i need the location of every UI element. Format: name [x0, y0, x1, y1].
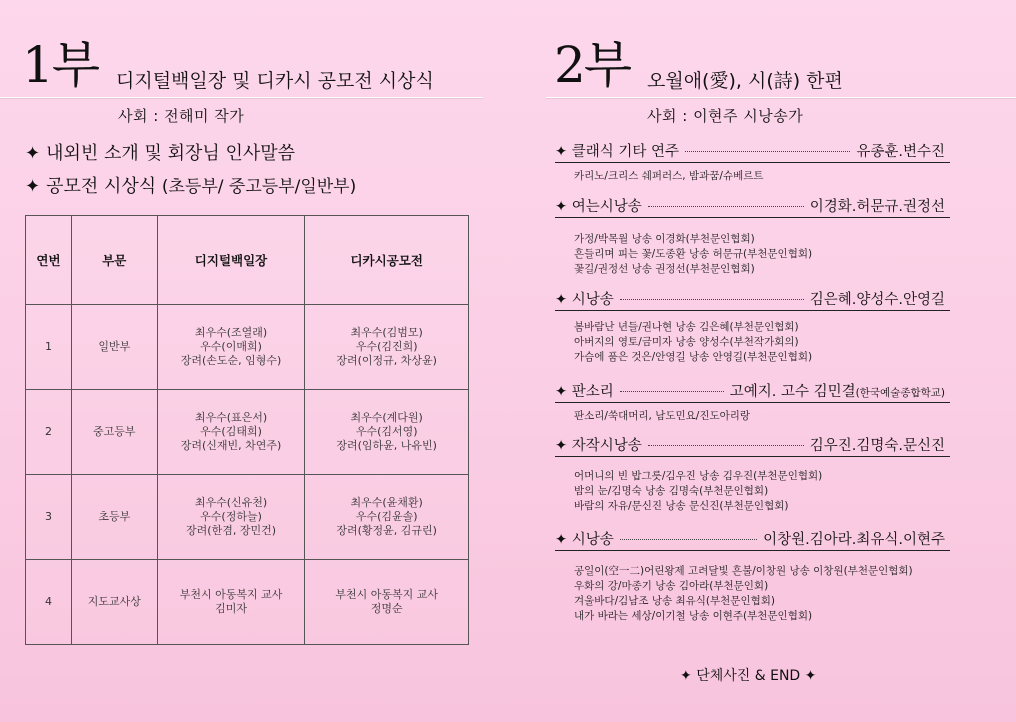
performance-details: 어머니의 빈 밥그릇/김우진 낭송 김우진(부천문인협회) 밤의 눈/김명숙 낭송 김명숙(부천문인협회) 바람의 자유/문신진 낭송 문신진(부천문인협회): [574, 470, 823, 512]
performance-details: 판소리/쑥대머리, 남도민요/진도아리랑: [574, 410, 751, 422]
table-row: [26, 560, 469, 645]
part1-host: 사회 : 전해미 작가: [118, 107, 245, 125]
cell-no: 3: [26, 475, 72, 560]
performance-item: [555, 140, 945, 161]
performance-underline: [555, 402, 950, 403]
performance-label: 시낭송: [571, 292, 614, 308]
cell-category: 지도교사상: [71, 560, 157, 645]
performance-label: 여는시낭송: [571, 199, 642, 215]
col-header-category: 부문: [71, 216, 157, 305]
performance-item: [555, 195, 945, 216]
four-point-star-icon: ✦: [555, 292, 568, 308]
part2-host: 사회 : 이현주 시낭송가: [647, 107, 804, 125]
part2-number: 2부: [554, 36, 631, 94]
performance-underline: [555, 550, 950, 551]
dotted-leader: [620, 391, 724, 392]
performance-details: 가정/박목월 낭송 이경화(부천문인협회) 흔들리며 피는 꽃/도종환 낭송 허문규(부천문인협회) 꽃길/권정선 낭송 권정선(부천문인협회): [574, 233, 813, 275]
performance-underline: [555, 162, 950, 163]
four-point-star-icon: ✦: [680, 668, 692, 684]
performance-performer: 이경화.허문규.권정선: [809, 199, 945, 215]
performance-details: 카리노/크리스 쉐퍼러스, 밤과꿈/슈베르트: [574, 170, 764, 182]
dotted-leader: [685, 151, 850, 152]
four-point-star-icon: ✦: [555, 438, 568, 454]
closing-text: 단체사진 & END: [696, 668, 801, 684]
cell-no: 1: [26, 305, 72, 390]
four-point-star-icon: ✦: [555, 199, 568, 215]
four-point-star-icon: ✦: [804, 668, 817, 684]
four-point-star-icon: ✦: [555, 384, 568, 400]
col-header-no: 연번: [26, 216, 72, 305]
col-header-digital: 디지털백일장: [157, 216, 305, 305]
performance-underline: [555, 217, 950, 218]
dotted-leader: [620, 299, 804, 300]
performance-item: [555, 288, 945, 309]
table-row: [26, 475, 469, 560]
part1-divider: [0, 97, 483, 98]
cell-digital: 최우수(조열래) 우수(이매희) 장려(손도순, 임형수): [157, 305, 305, 390]
four-point-star-icon: ✦: [555, 532, 568, 548]
cell-digital: 부천시 아동복지 교사 김미자: [157, 560, 305, 645]
dotted-leader: [648, 206, 804, 207]
performance-item: [555, 528, 945, 549]
closing-line: [680, 665, 816, 685]
four-point-star-icon: ✦: [25, 143, 41, 164]
part2-divider: [546, 97, 1016, 98]
cell-digital: 최우수(표은서) 우수(김태희) 장려(신재빈, 차연주): [157, 390, 305, 475]
performance-details: 공일이(空一二)어린왕제 고려달빛 흔불/이창원 낭송 이창원(부천문인협회) 우화의 강/마종기 낭송 김아라(부천문인회) 겨울바다/김남조 낭송 최유식(부천문인협회) 내가 바라는 세상/이기철 낭송 이현주(부천문인협회): [574, 565, 913, 622]
part1-title: 디지털백일장 및 디카시 공모전 시상식: [116, 70, 434, 92]
cell-dicasi: 부천시 아동복지 교사 정명순: [305, 560, 469, 645]
performance-performer: 이창원.김아라.최유식.이현주: [763, 532, 945, 548]
cell-dicasi: 최우수(윤채환) 우수(김윤솔) 장려(황정윤, 김규린): [305, 475, 469, 560]
performance-performer-note: (한국예술종합학교): [855, 387, 945, 399]
awards-table: [25, 215, 469, 645]
dotted-leader: [620, 539, 757, 540]
four-point-star-icon: ✦: [555, 144, 568, 160]
performance-performer: 유종훈.변수진: [856, 144, 945, 160]
bullet-item-1: ✦ 내외빈 소개 및 회장님 인사말씀: [25, 143, 296, 164]
cell-category: 일반부: [71, 305, 157, 390]
performance-performer: 김우진.김명숙.문신진: [809, 438, 945, 454]
performance-performer: 고예지. 고수 김민결: [729, 384, 856, 400]
performance-performer: 김은혜.양성수.안영길: [809, 292, 945, 308]
four-point-star-icon: ✦: [25, 176, 41, 197]
cell-dicasi: 최우수(김범모) 우수(김진희) 장려(이정규, 차상윤): [305, 305, 469, 390]
cell-no: 4: [26, 560, 72, 645]
performance-item: [555, 434, 945, 455]
performance-label: 시낭송: [571, 532, 614, 548]
table-row: [26, 305, 469, 390]
performance-label: 판소리: [571, 384, 614, 400]
performance-underline: [555, 310, 950, 311]
performance-item: [555, 380, 945, 401]
dotted-leader: [648, 445, 804, 446]
table-row: [26, 390, 469, 475]
performance-label: 클래식 기타 연주: [571, 144, 680, 160]
part2-title: 오월애(愛), 시(詩) 한편: [647, 70, 843, 92]
cell-dicasi: 최우수(계다원) 우수(김서영) 장려(임하윤, 나유빈): [305, 390, 469, 475]
cell-category: 중고등부: [71, 390, 157, 475]
col-header-dicasi: 디카시공모전: [305, 216, 469, 305]
cell-category: 초등부: [71, 475, 157, 560]
part1-number: 1부: [22, 36, 99, 94]
cell-no: 2: [26, 390, 72, 475]
bullet-item-2: ✦ 공모전 시상식 (초등부/ 중고등부/일반부): [25, 176, 357, 197]
table-header-row: [26, 216, 469, 305]
performance-details: 봄바람난 년들/권나현 낭송 김은혜(부천문인협회) 아버지의 영토/금미자 낭송 양성수(부천작가회의) 가슴에 품은 것은/안영길 낭송 안영길(부천문인협회): [574, 321, 813, 363]
performance-label: 자작시낭송: [571, 438, 642, 454]
cell-digital: 최우수(신유천) 우수(정하늘) 장려(한겸, 장민건): [157, 475, 305, 560]
performance-underline: [555, 456, 950, 457]
